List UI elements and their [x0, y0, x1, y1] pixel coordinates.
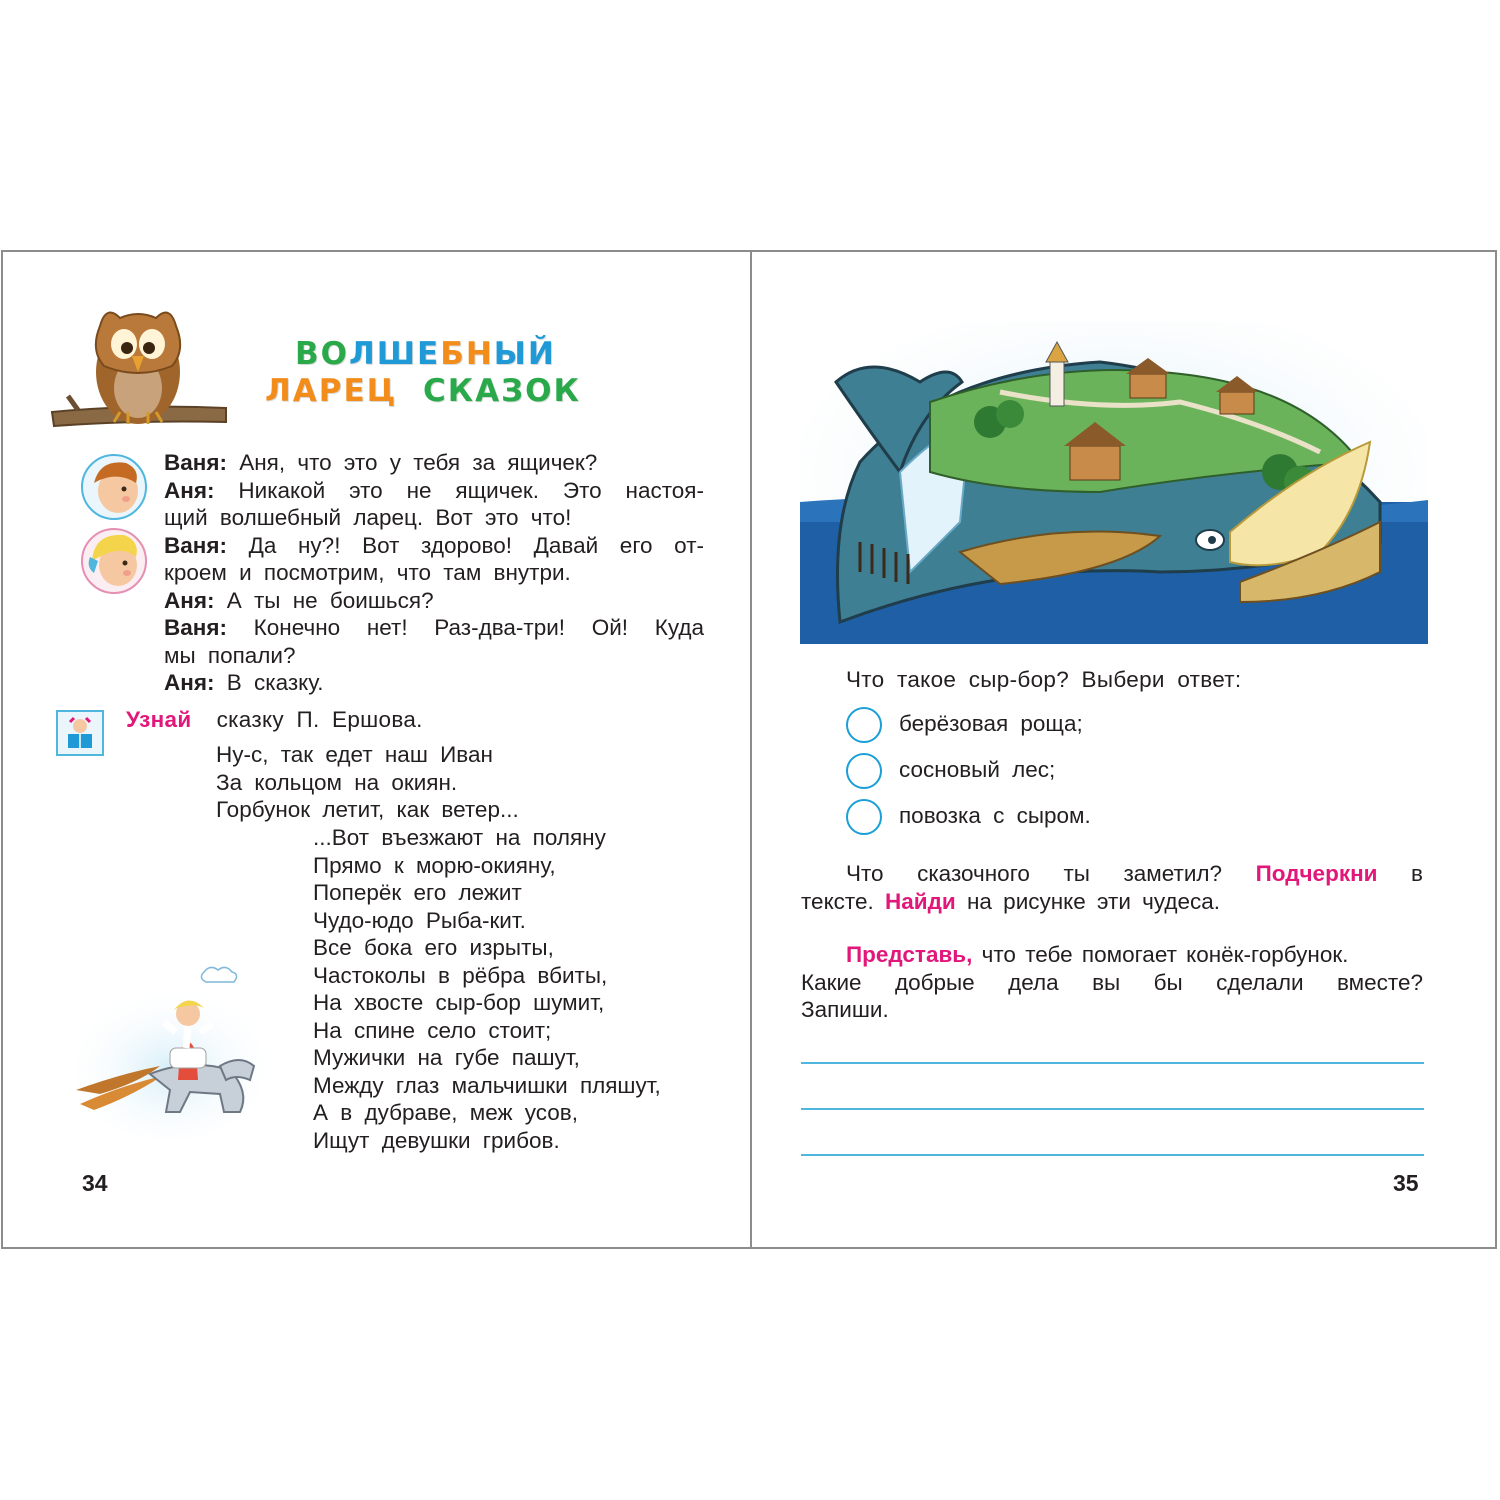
- poem-line: На хвосте сыр-бор шумит,: [313, 990, 605, 1015]
- task3-line2: Какие добрые дела вы бы сделали вместе?: [801, 969, 1423, 995]
- poem-line: ...Вот въезжают на поляну: [313, 825, 606, 850]
- poem-line: Между глаз мальчишки пляшут,: [313, 1072, 661, 1098]
- task2-text: Что сказочного ты заметил?: [846, 861, 1223, 886]
- dialog-line: [164, 669, 704, 697]
- task2-keyword-underline: Подчеркни: [1255, 861, 1378, 886]
- page-number-right: 35: [1393, 1170, 1419, 1196]
- poem-line: На спине село стоит;: [313, 1017, 552, 1043]
- poem-line: Мужички на губе пашут,: [313, 1045, 580, 1070]
- poem-line: А в дубраве, меж усов,: [313, 1100, 578, 1125]
- girl-avatar: [80, 527, 148, 595]
- task-find-tale: [126, 706, 423, 734]
- option-label: повозка с сыром.: [899, 803, 1091, 828]
- task2-text: на рисунке эти чудеса.: [966, 888, 1221, 914]
- poem-line: Поперёк его лежит: [313, 880, 522, 905]
- dialog-text: Никакой это не ящичек. Это настоя-: [238, 477, 704, 503]
- poem-intro: [216, 741, 519, 824]
- speaker: Ваня:: [164, 615, 227, 640]
- option-label: берёзовая роща;: [899, 711, 1083, 736]
- speaker: Аня:: [164, 477, 215, 503]
- poem-line: Ну-с, так едет наш Иван: [216, 742, 493, 767]
- poem-main: [313, 824, 661, 1154]
- title-part: ЛШЕ: [348, 336, 441, 372]
- writing-line[interactable]: [801, 1062, 1424, 1064]
- task3-text: что тебе помогает конёк-горбунок.: [981, 942, 1349, 967]
- task2-keyword-find: Найди: [885, 888, 956, 914]
- dialog-line: [164, 532, 704, 560]
- dialog-line: [164, 449, 704, 477]
- dialog-text: кроем и посмотрим, что там внутри.: [164, 560, 571, 585]
- task-imagine: [801, 941, 1423, 1024]
- dialog-text: Конечно нет! Раз-два-три! Ой! Куда: [253, 615, 704, 640]
- radio-circle[interactable]: [846, 799, 882, 835]
- radio-circle[interactable]: [846, 707, 882, 743]
- task-text: сказку П. Ершова.: [216, 707, 423, 732]
- title-part: БН: [440, 336, 494, 372]
- task2-text: в: [1411, 861, 1423, 886]
- speaker: Ваня:: [164, 532, 227, 558]
- dialog-line: [164, 477, 704, 505]
- speaker: Ваня:: [164, 450, 227, 475]
- title-part: ЫЙ: [493, 336, 556, 372]
- title-part: ВО: [295, 336, 349, 372]
- owl-on-branch-icon: [48, 300, 228, 448]
- writing-line[interactable]: [801, 1108, 1424, 1110]
- title-part: ЛАРЕЦ: [265, 373, 398, 409]
- dialog-text: щий волшебный ларец. Вот это что!: [164, 505, 572, 530]
- poem-line: Ищут девушки грибов.: [313, 1127, 560, 1153]
- dialog-line: [164, 504, 704, 532]
- writing-line[interactable]: [801, 1154, 1424, 1156]
- speaker: Аня:: [164, 670, 215, 695]
- task2-line2: [801, 888, 1423, 916]
- question-text: Что такое сыр-бор? Выбери ответ:: [846, 667, 1242, 692]
- dialog-text: В сказку.: [226, 670, 324, 695]
- boy-avatar: [80, 453, 148, 521]
- dialog-line: [164, 587, 704, 615]
- radio-circle[interactable]: [846, 753, 882, 789]
- task-keyword: Узнай: [126, 707, 192, 732]
- dialog-line: [164, 559, 704, 587]
- poem-line: Все бока его изрыты,: [313, 935, 554, 960]
- dialog-text: А ты не боишься?: [226, 587, 434, 613]
- poem-line: Прямо к морю-окияну,: [313, 852, 556, 878]
- poem-line: Горбунок летит, как ветер...: [216, 797, 519, 822]
- page-number-left: 34: [82, 1170, 108, 1196]
- task3-keyword: Представь,: [846, 942, 973, 967]
- dialog-block: [164, 449, 704, 697]
- dialog-text: Да ну?! Вот здорово! Давай его от-: [248, 532, 704, 558]
- dialog-text: мы попали?: [164, 642, 296, 668]
- poem-line: Частоколы в рёбра вбиты,: [313, 962, 608, 988]
- title-line-2: [265, 373, 581, 409]
- reading-girl-icon: [56, 710, 104, 756]
- dialog-text: Аня, что это у тебя за ящичек?: [239, 450, 598, 475]
- task2-line1: [801, 860, 1423, 888]
- book-spine: [750, 250, 752, 1249]
- option-label: сосновый лес;: [899, 757, 1056, 782]
- ivan-on-horse-illustration: [70, 962, 270, 1138]
- task3-line3: Запиши.: [801, 997, 889, 1022]
- title-line-1: [295, 336, 556, 372]
- task-underline-find: [801, 860, 1423, 915]
- dialog-line: [164, 614, 704, 642]
- speaker: Аня:: [164, 587, 215, 613]
- task2-text: тексте.: [801, 888, 874, 914]
- fish-whale-island-illustration: [800, 322, 1428, 644]
- task3-line1: [801, 941, 1423, 969]
- title-part: СКАЗОК: [423, 373, 581, 409]
- poem-line: Чудо-юдо Рыба-кит.: [313, 907, 526, 933]
- poem-line: За кольцом на окиян.: [216, 769, 458, 795]
- dialog-line: [164, 642, 704, 670]
